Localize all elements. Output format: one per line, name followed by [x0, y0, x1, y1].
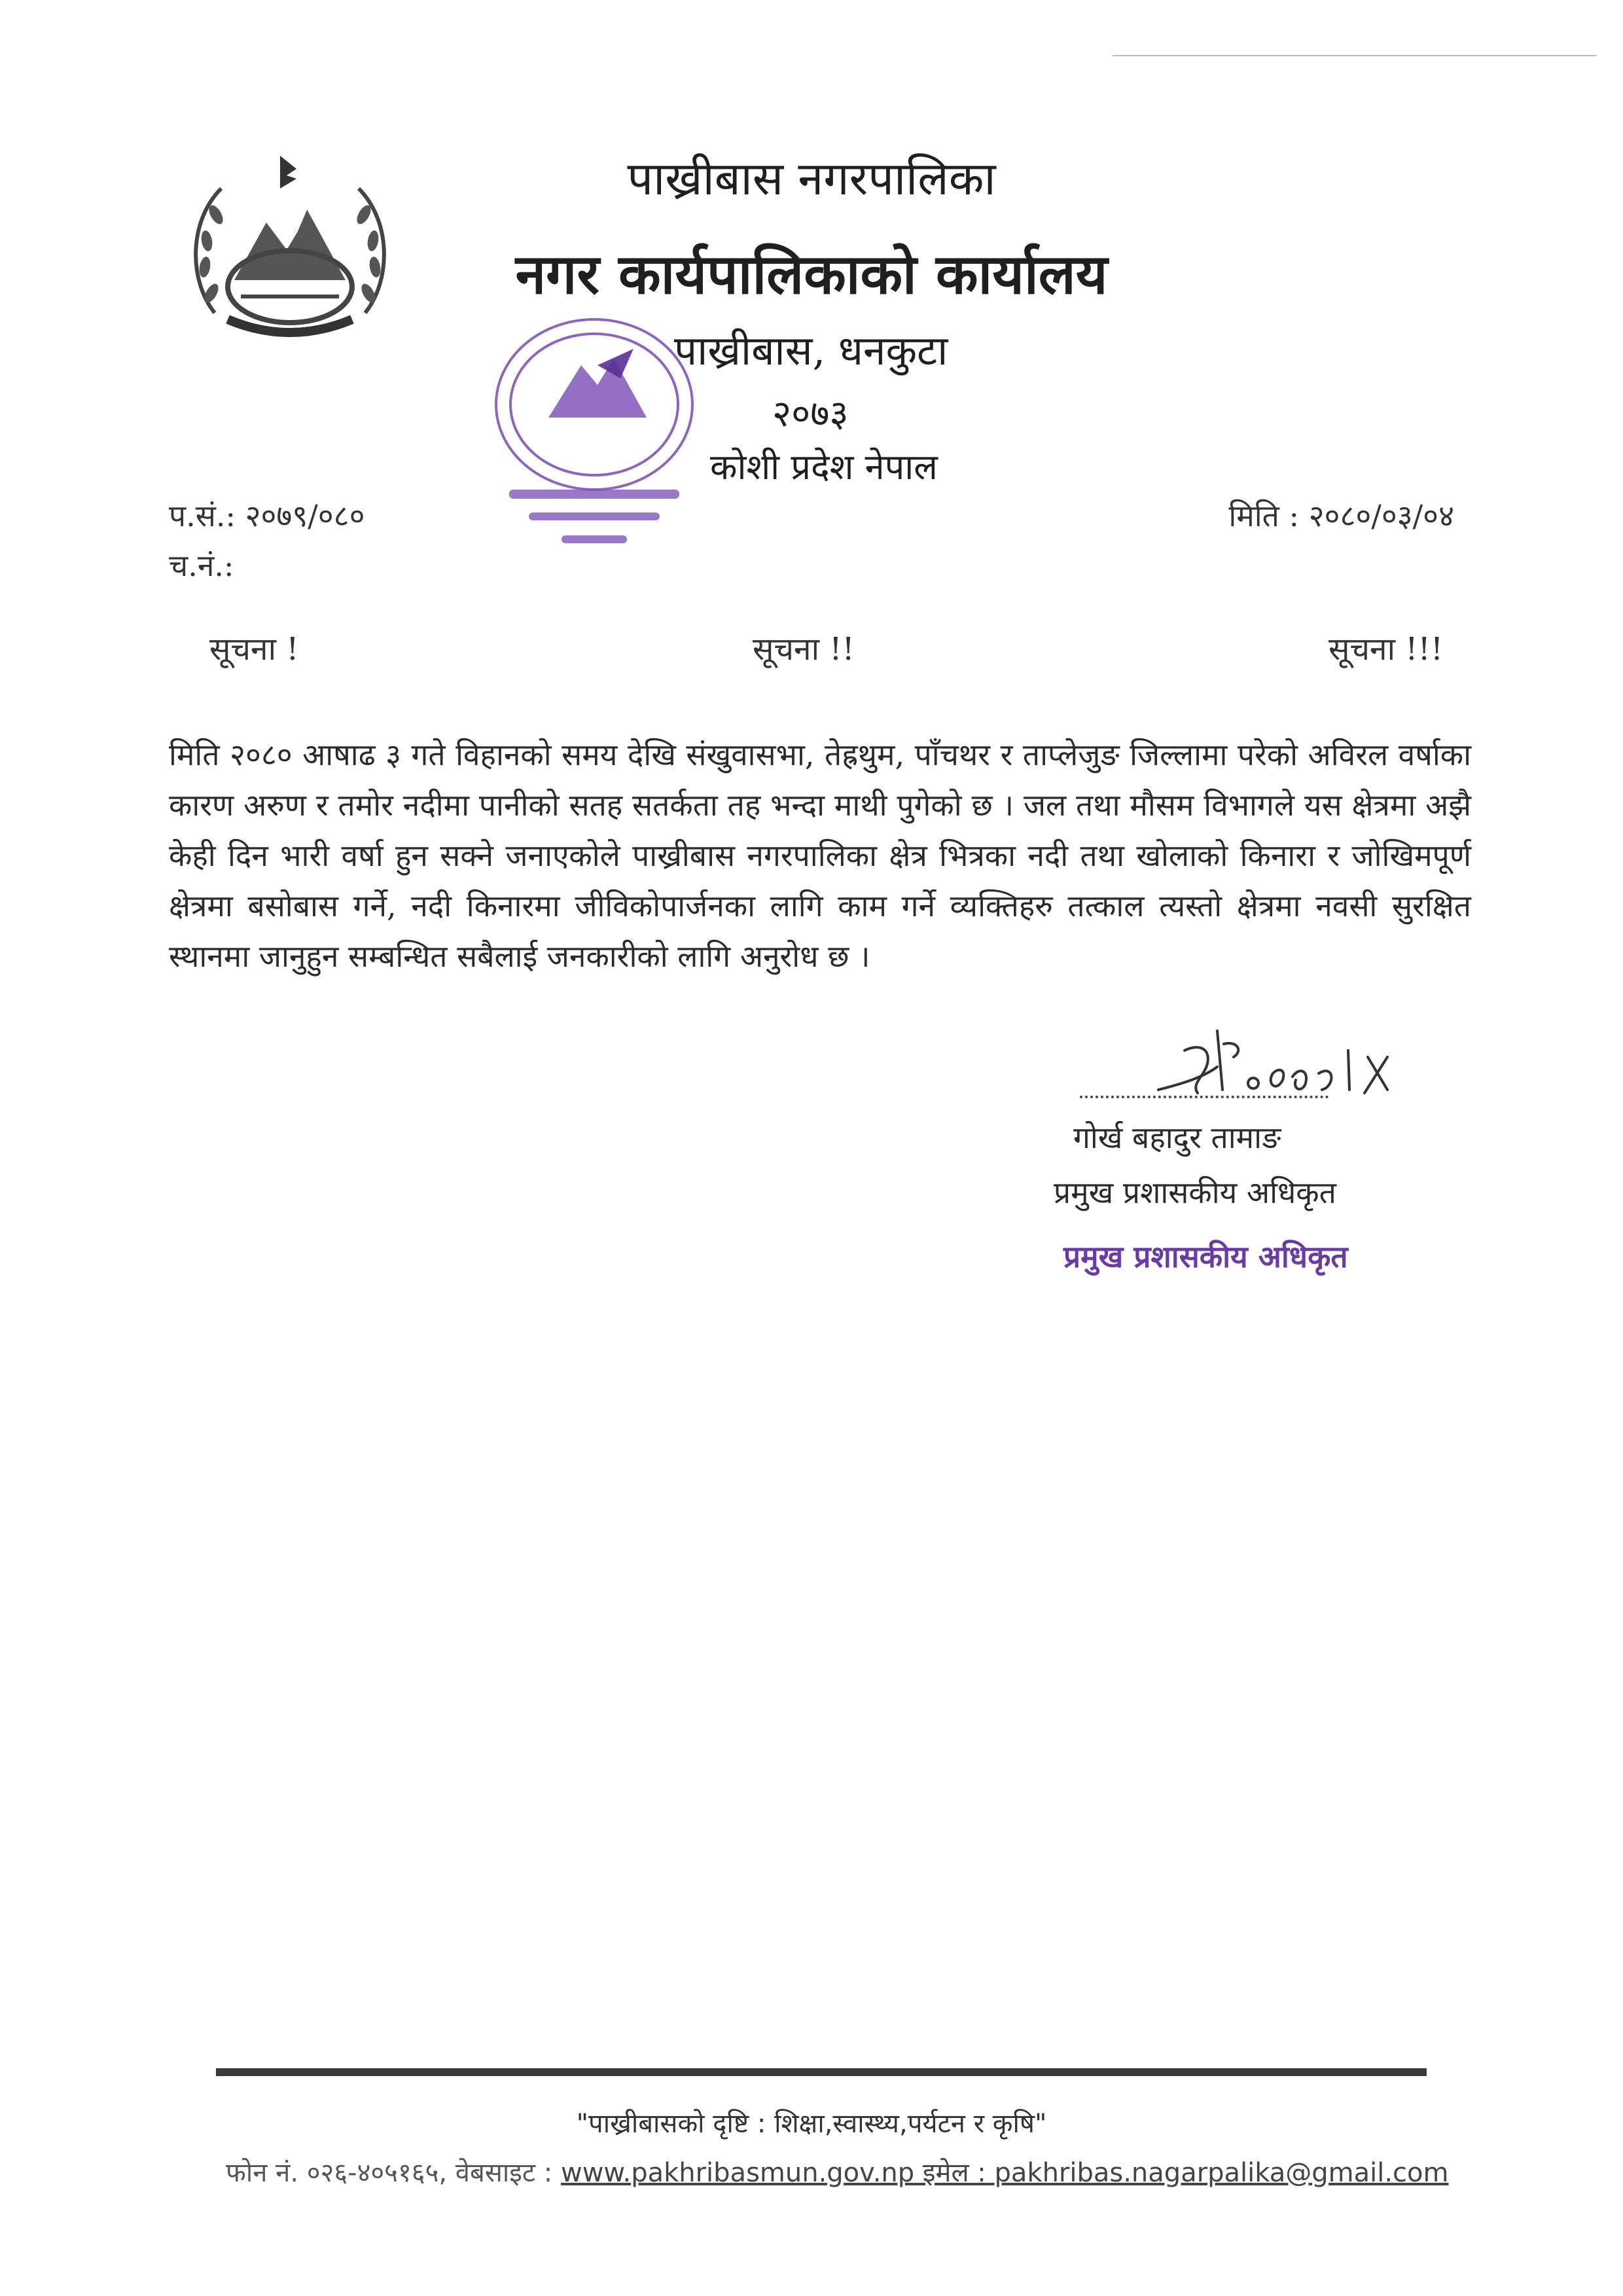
footer-email-label: इमेल :: [914, 2158, 995, 2188]
signature-line: [1080, 1096, 1329, 1098]
letter-date: मिति : २०८०/०३/०४: [1228, 498, 1454, 533]
signatory-name: गोर्ख बहादुर तामाङ: [1073, 1120, 1281, 1155]
website-link[interactable]: www.pakhribasmun.gov.np: [561, 2158, 915, 2188]
dispatch-number: च.नं.:: [169, 548, 234, 583]
office-location: पाख्रीबास, धनकुटा: [674, 327, 948, 374]
established-year: २०७३: [772, 393, 849, 435]
footer-divider: [216, 2068, 1427, 2076]
footer-contact: [226, 2153, 1448, 2189]
office-name: नगर कार्यपालिकाको कार्यालय: [515, 242, 1108, 306]
signatory-title: प्रमुख प्रशासकीय अधिकृत: [1054, 1175, 1336, 1210]
top-scan-line: [1113, 55, 1597, 56]
office-seal-stamp: [483, 293, 705, 568]
notice-heading-left: सूचना !: [209, 631, 299, 668]
notice-body: मिति २०८० आषाढ ३ गते विहानको समय देखि संखुवासभा, तेह्रथुम, पाँचथर र ताप्लेजुङ जिल्लामा परेको अविरल वर्षाका कारण अरुण र तमोर नदीमा पानीको सतह सतर्कता तह भन्दा माथी पुगेको छ । जल तथा मौसम विभागले यस क्षेत्रमा अझै केही दिन भारी वर्षा हुन सक्ने जनाएकोले पाख्रीबास नगरपालिका क्षेत्र भित्रका नदी तथा खोलाको किनारा र जोखिमपूर्ण क्षेत्रमा बसोबास गर्ने, नदी किनारमा जीविकोपार्जनका लागि काम गर्ने व्यक्तिहरु तत्काल त्यस्तो क्षेत्रमा नवसी सुरक्षित स्थानमा जानुहुन सम्बन्धित सबैलाई जनकारीको लागि अनुरोध छ ।: [169, 737, 1471, 974]
municipality-name: पाख्रीबास नगरपालिका: [627, 152, 996, 206]
designation-stamp: प्रमुख प्रशासकीय अधिकृत: [1063, 1239, 1348, 1274]
email-link[interactable]: pakhribas.nagarpalika@gmail.com: [994, 2158, 1449, 2188]
province-name: कोशी प्रदेश नेपाल: [710, 446, 938, 488]
footer-slogan: "पाख्रीबासको दृष्टि : शिक्षा,स्वास्थ्य,पर्यटन र कृषि": [576, 2109, 1047, 2139]
footer-phone: फोन नं. ०२६-४०५१६५, वेबसाइट :: [226, 2158, 561, 2188]
notice-heading-right: सूचना !!!: [1329, 631, 1444, 668]
reference-number: प.सं.: २०७९/०८०: [169, 498, 365, 533]
notice-heading-center: सूचना !!: [753, 631, 855, 668]
handwritten-signature: [1145, 1011, 1407, 1109]
